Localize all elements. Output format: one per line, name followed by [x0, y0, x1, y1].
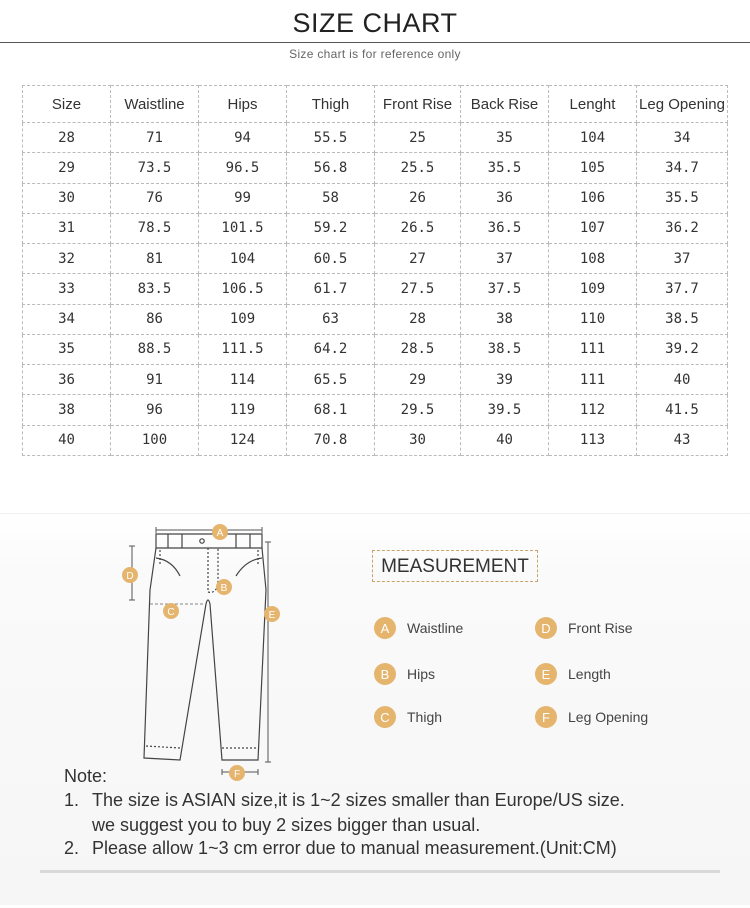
table-cell: 33: [23, 274, 111, 304]
table-cell: 104: [549, 123, 637, 153]
diagram-markers: [122, 524, 280, 781]
table-cell: 27.5: [375, 274, 461, 304]
note-number: 1.: [64, 790, 80, 810]
legend-item-thigh: [374, 706, 442, 728]
column-header: Thigh: [287, 86, 375, 123]
legend-badge-b-icon: B: [374, 663, 396, 685]
column-header: Size: [23, 86, 111, 123]
legend-badge-c-icon: C: [374, 706, 396, 728]
table-cell: 68.1: [287, 395, 375, 425]
table-cell: 100: [111, 425, 199, 455]
table-row: [23, 244, 728, 274]
table-cell: 55.5: [287, 123, 375, 153]
table-cell: 43: [637, 425, 728, 455]
table-cell: 110: [549, 304, 637, 334]
table-cell: 34: [23, 304, 111, 334]
measure-lines: [129, 527, 271, 775]
table-row: [23, 365, 728, 395]
legend-item-length: [535, 663, 611, 685]
table-cell: 27: [375, 244, 461, 274]
table-cell: 106.5: [199, 274, 287, 304]
table-cell: 37: [461, 244, 549, 274]
table-cell: 96: [111, 395, 199, 425]
table-cell: 61.7: [287, 274, 375, 304]
table-cell: 29.5: [375, 395, 461, 425]
table-cell: 99: [199, 183, 287, 213]
table-cell: 36.2: [637, 213, 728, 243]
table-cell: 36: [461, 183, 549, 213]
table-cell: 35: [461, 123, 549, 153]
jeans-diagram: [110, 520, 310, 782]
table-cell: 119: [199, 395, 287, 425]
table-cell: 111: [549, 365, 637, 395]
measurement-heading: MEASUREMENT: [372, 550, 538, 582]
table-cell: 40: [637, 365, 728, 395]
table-cell: 29: [375, 365, 461, 395]
table-cell: 36.5: [461, 213, 549, 243]
table-cell: 26.5: [375, 213, 461, 243]
note-number: 2.: [64, 838, 80, 858]
table-cell: 91: [111, 365, 199, 395]
table-cell: 30: [23, 183, 111, 213]
size-chart-table: [22, 85, 728, 456]
title-divider: [0, 42, 750, 43]
table-row: [23, 334, 728, 364]
table-cell: 35.5: [637, 183, 728, 213]
table-cell: 71: [111, 123, 199, 153]
table-cell: 86: [111, 304, 199, 334]
legend-label: Length: [568, 666, 611, 682]
table-cell: 36: [23, 365, 111, 395]
table-row: [23, 274, 728, 304]
table-cell: 73.5: [111, 153, 199, 183]
column-header: Leg Opening: [637, 86, 728, 123]
panel-divider: [0, 513, 750, 514]
table-cell: 25: [375, 123, 461, 153]
table-cell: 60.5: [287, 244, 375, 274]
legend-badge-d-icon: D: [535, 617, 557, 639]
note-item-1-continuation: we suggest you to buy 2 sizes bigger than usual.: [92, 815, 481, 835]
bottom-divider: [40, 870, 720, 873]
table-cell: 101.5: [199, 213, 287, 243]
table-cell: 65.5: [287, 365, 375, 395]
marker-c-label: C: [167, 607, 175, 618]
page-subtitle: Size chart is for reference only: [289, 47, 461, 61]
legend-label: Front Rise: [568, 620, 633, 636]
table-cell: 56.8: [287, 153, 375, 183]
note-text: The size is ASIAN size,it is 1~2 sizes smaller than Europe/US size.: [92, 790, 625, 810]
table-row: [23, 395, 728, 425]
table-cell: 63: [287, 304, 375, 334]
table-cell: 37.5: [461, 274, 549, 304]
jeans-outline-icon: [144, 534, 266, 760]
table-row: [23, 304, 728, 334]
table-cell: 40: [23, 425, 111, 455]
table-cell: 59.2: [287, 213, 375, 243]
table-cell: 26: [375, 183, 461, 213]
legend-item-front-rise: [535, 617, 633, 639]
table-cell: 94: [199, 123, 287, 153]
page-title: SIZE CHART: [292, 8, 458, 38]
table-cell: 28: [23, 123, 111, 153]
table-cell: 31: [23, 213, 111, 243]
marker-a-label: A: [216, 528, 224, 539]
legend-label: Hips: [407, 666, 436, 682]
table-cell: 30: [375, 425, 461, 455]
table-cell: 64.2: [287, 334, 375, 364]
column-header: Front Rise: [375, 86, 461, 123]
table-cell: 40: [461, 425, 549, 455]
table-cell: 39.5: [461, 395, 549, 425]
table-cell: 34.7: [637, 153, 728, 183]
table-row: [23, 123, 728, 153]
table-cell: 32: [23, 244, 111, 274]
column-header: Waistline: [111, 86, 199, 123]
table-cell: 78.5: [111, 213, 199, 243]
table-cell: 70.8: [287, 425, 375, 455]
marker-b-label: B: [220, 583, 228, 594]
table-cell: 81: [111, 244, 199, 274]
table-cell: 38: [461, 304, 549, 334]
legend-label: Leg Opening: [568, 709, 649, 725]
note-text: Please allow 1~3 cm error due to manual measurement.(Unit:CM): [92, 838, 617, 858]
legend-badge-f-icon: F: [535, 706, 557, 728]
table-cell: 39: [461, 365, 549, 395]
table-cell: 107: [549, 213, 637, 243]
table-header-row: [23, 86, 728, 123]
marker-f-label: F: [233, 769, 241, 780]
table-row: [23, 425, 728, 455]
column-header: Back Rise: [461, 86, 549, 123]
table-cell: 76: [111, 183, 199, 213]
note-item-1: [64, 790, 625, 811]
table-cell: 38: [23, 395, 111, 425]
table-cell: 35.5: [461, 153, 549, 183]
table-cell: 111.5: [199, 334, 287, 364]
table-cell: 104: [199, 244, 287, 274]
table-cell: 38.5: [637, 304, 728, 334]
column-header: Lenght: [549, 86, 637, 123]
table-cell: 37.7: [637, 274, 728, 304]
table-row: [23, 213, 728, 243]
marker-d-label: D: [126, 571, 134, 582]
table-cell: 37: [637, 244, 728, 274]
table-cell: 96.5: [199, 153, 287, 183]
table-cell: 112: [549, 395, 637, 425]
legend-badge-e-icon: E: [535, 663, 557, 685]
table-row: [23, 183, 728, 213]
marker-e-label: E: [268, 610, 276, 621]
table-cell: 124: [199, 425, 287, 455]
legend-badge-a-icon: A: [374, 617, 396, 639]
table-cell: 34: [637, 123, 728, 153]
table-cell: 41.5: [637, 395, 728, 425]
legend-label: Thigh: [407, 709, 443, 725]
table-cell: 39.2: [637, 334, 728, 364]
table-cell: 114: [199, 365, 287, 395]
table-cell: 105: [549, 153, 637, 183]
legend-item-waistline: [374, 617, 463, 639]
column-header: Hips: [199, 86, 287, 123]
table-cell: 108: [549, 244, 637, 274]
table-cell: 111: [549, 334, 637, 364]
table-cell: 28: [375, 304, 461, 334]
table-cell: 83.5: [111, 274, 199, 304]
table-cell: 58: [287, 183, 375, 213]
legend-item-leg-opening: [535, 706, 648, 728]
table-cell: 25.5: [375, 153, 461, 183]
table-cell: 109: [549, 274, 637, 304]
table-cell: 35: [23, 334, 111, 364]
table-cell: 38.5: [461, 334, 549, 364]
legend-label: Waistline: [407, 620, 464, 636]
table-cell: 88.5: [111, 334, 199, 364]
legend-item-hips: [374, 663, 435, 685]
table-row: [23, 153, 728, 183]
note-item-2: [64, 838, 617, 859]
table-cell: 109: [199, 304, 287, 334]
table-cell: 113: [549, 425, 637, 455]
table-cell: 106: [549, 183, 637, 213]
table-cell: 28.5: [375, 334, 461, 364]
table-cell: 29: [23, 153, 111, 183]
note-title: Note:: [64, 766, 108, 786]
